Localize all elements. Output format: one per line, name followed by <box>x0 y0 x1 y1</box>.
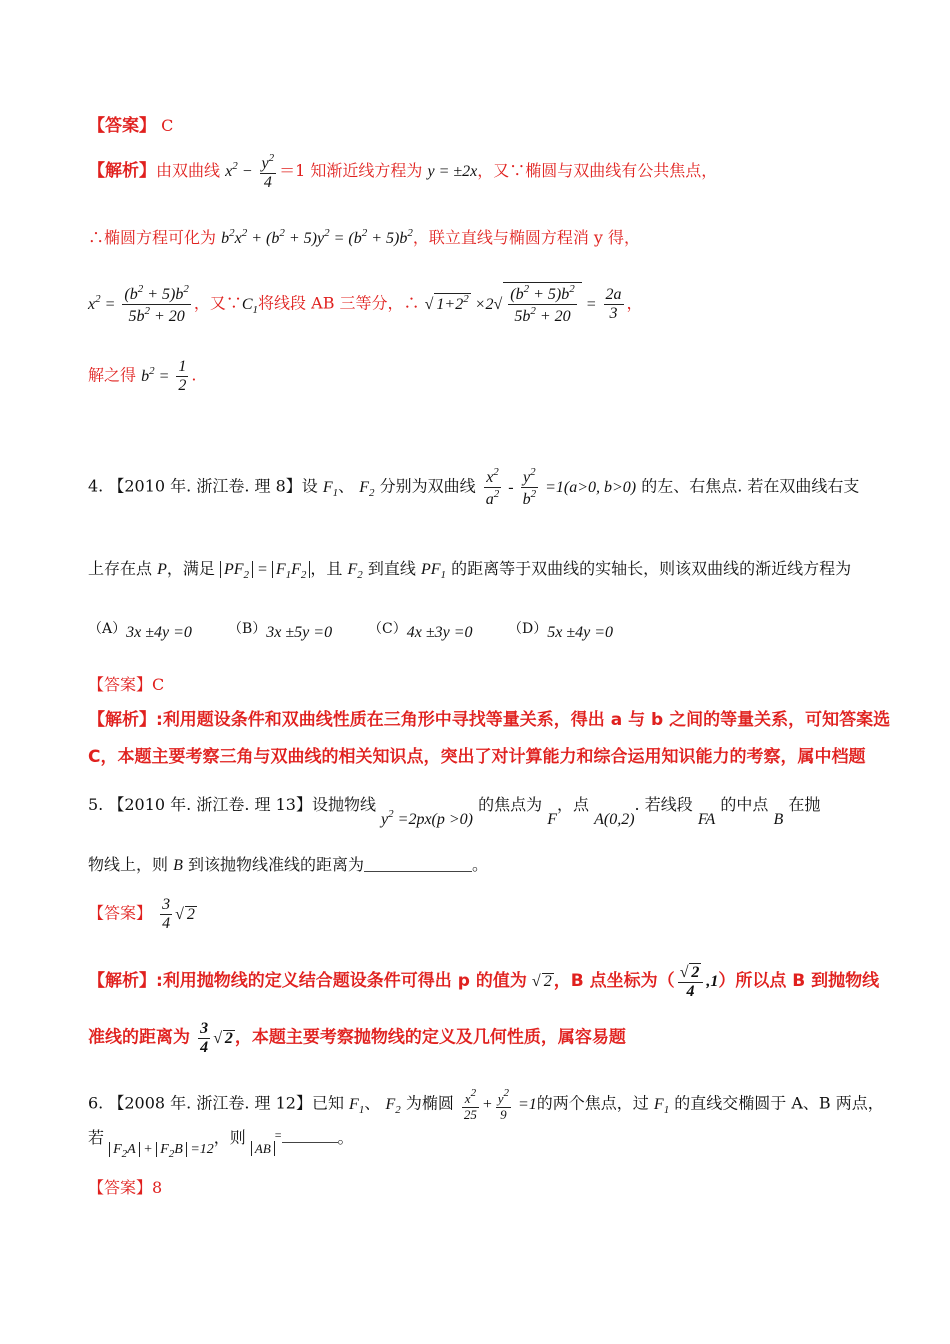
question-5-answer: 【答案】 $\frac{3}{4}$ √ 2 <box>88 896 195 933</box>
question-5-line-2: 物线上，则 B 到该抛物线准线的距离为 。 <box>88 855 489 874</box>
analysis-line-2: ∴椭圆方程可化为 $b^2x^2 + (b^2 + 5)y^2 = (b^2 + 5)b^2$，联立直线与椭圆方程消 y 得， <box>88 227 641 247</box>
formula-hyperbola: $x^2$ − $\frac{y^2}{4}$ <box>225 152 275 192</box>
answer-value: $\frac{3}{4}$ √ 2 <box>162 896 195 933</box>
answer-line-1 <box>88 118 910 135</box>
question-4-options <box>88 622 910 641</box>
question-4: 4. 【2010 年. 浙江卷. 理 8】设 $F_1$、 $F_2$ 分别为双曲线 $\frac{x^2}{a^2}$ - $\frac{y^2}{b^2}$ =1(a>0, b>0) 的左、右焦点. 若在双曲线右支 <box>88 466 860 509</box>
formula-x2: $x^2$ = $\frac{(b^2 + 5)b^2}{5b^2 + 20}$ <box>88 283 189 326</box>
option-a: （A）3x ±4y =0 <box>88 621 192 641</box>
formula-chord: √ $1+2^2 \times 2√$ $\frac{(b^2 + 5)b^2}{5b^2 + 20}$ = $\frac{2a}{3}$ <box>424 283 622 326</box>
question-6-line-2: 若 $F_2A + F_2B =12$，则 $_{AB}$= 。 <box>88 1128 354 1160</box>
answer-value: C <box>161 116 174 135</box>
question-4-analysis-1: 【解析】:利用题设条件和双曲线性质在三角形中寻找等量关系，得出 a 与 b 之间的等量关系，可知答案选 <box>88 710 891 730</box>
answer-blank[interactable] <box>364 857 472 872</box>
answer-blank[interactable] <box>282 1133 338 1143</box>
answer-tag: 【答案】 <box>88 116 156 136</box>
option-d: （D）5x ±4y =0 <box>508 621 614 641</box>
analysis-tag: 【解析】 <box>88 161 156 182</box>
question-6: 6. 【2008 年. 浙江卷. 理 12】已知 $F_1$、 $F_2$ 为椭圆 $\frac{x^2}{25}$ + $\frac{y^2}{9}$ =1的两个焦点，过 $F_1$ 的直线交椭圆于 A、B 两点， <box>88 1087 884 1122</box>
option-c: （C）4x ±3y =0 <box>368 621 473 641</box>
option-b: （B）3x ±5y =0 <box>228 621 333 641</box>
question-5-analysis-2: 准线的距离为 $\frac{3}{4}$ √ 2 ，本题主要考察抛物线的定义及几何性质，属容易题 <box>88 1020 626 1057</box>
question-6-head: 6. 【2008 年. 浙江卷. 理 12】已知 <box>88 1093 344 1113</box>
formula-ellipse: $b^2x^2 + (b^2 + 5)y^2 = (b^2 + 5)b^2$ <box>221 227 413 247</box>
question-5-head: 5. 【2010 年. 浙江卷. 理 13】设抛物线 <box>88 795 376 814</box>
question-5: 5. 【2010 年. 浙江卷. 理 13】设抛物线 $y^2 =2px(p >0)$ 的焦点为 F，点 A(0,2). 若线段 FA 的中点 B 在抛 <box>88 795 821 828</box>
question-6-answer: 【答案】8 <box>88 1178 163 1197</box>
analysis-line-1: 【解析】由双曲线 $x^2$ − $\frac{y^2}{4}$ ＝1 知渐近线方程为 y = ±2x，又∵椭圆与双曲线有公共焦点， <box>88 152 718 192</box>
question-4-head: 4. 【2010 年. 浙江卷. 理 8】设 <box>88 476 318 496</box>
analysis-line-4: 解之得 $b^2$ = $\frac{1}{2}$ . <box>88 358 197 395</box>
question-4-analysis-2: C，本题主要考察三角与双曲线的相关知识点，突出了对计算能力和综合运用知识能力的考察，属中档题 <box>88 747 866 767</box>
question-4-answer: 【答案】C <box>88 675 165 694</box>
formula-hyperbola-q4: $\frac{x^2}{a^2}$ - $\frac{y^2}{b^2}$ =1(a>0, b>0) <box>485 466 637 509</box>
question-5-analysis-1: 【解析】:利用抛物线的定义结合题设条件可得出 p 的值为 √ 2 ，B 点坐标为（ $\frac{√ 2}{4}$ ,1）所以点 B 到抛物线 <box>88 964 880 1001</box>
question-4-line-2: 上存在点 P，满足 $PF_2 = F_1F_2$ ，且 $F_2$ 到直线 $PF_1$ 的距离等于双曲线的实轴长，则该双曲线的渐近线方程为 <box>88 559 852 581</box>
analysis-line-3: $x^2$ = $\frac{(b^2 + 5)b^2}{5b^2 + 20}$ ，又$\because C_1$将线段 AB 三等分，∴ √ $1+2^2 \times 2√$ $\frac{(b^2 + 5)b^2}{5b^2 + 20}$ = $\frac{2a}{3}$ ， <box>88 283 643 326</box>
formula-b2: $b^2$ = $\frac{1}{2}$ <box>141 358 187 395</box>
formula-asymptote: y = ±2x <box>427 163 478 181</box>
